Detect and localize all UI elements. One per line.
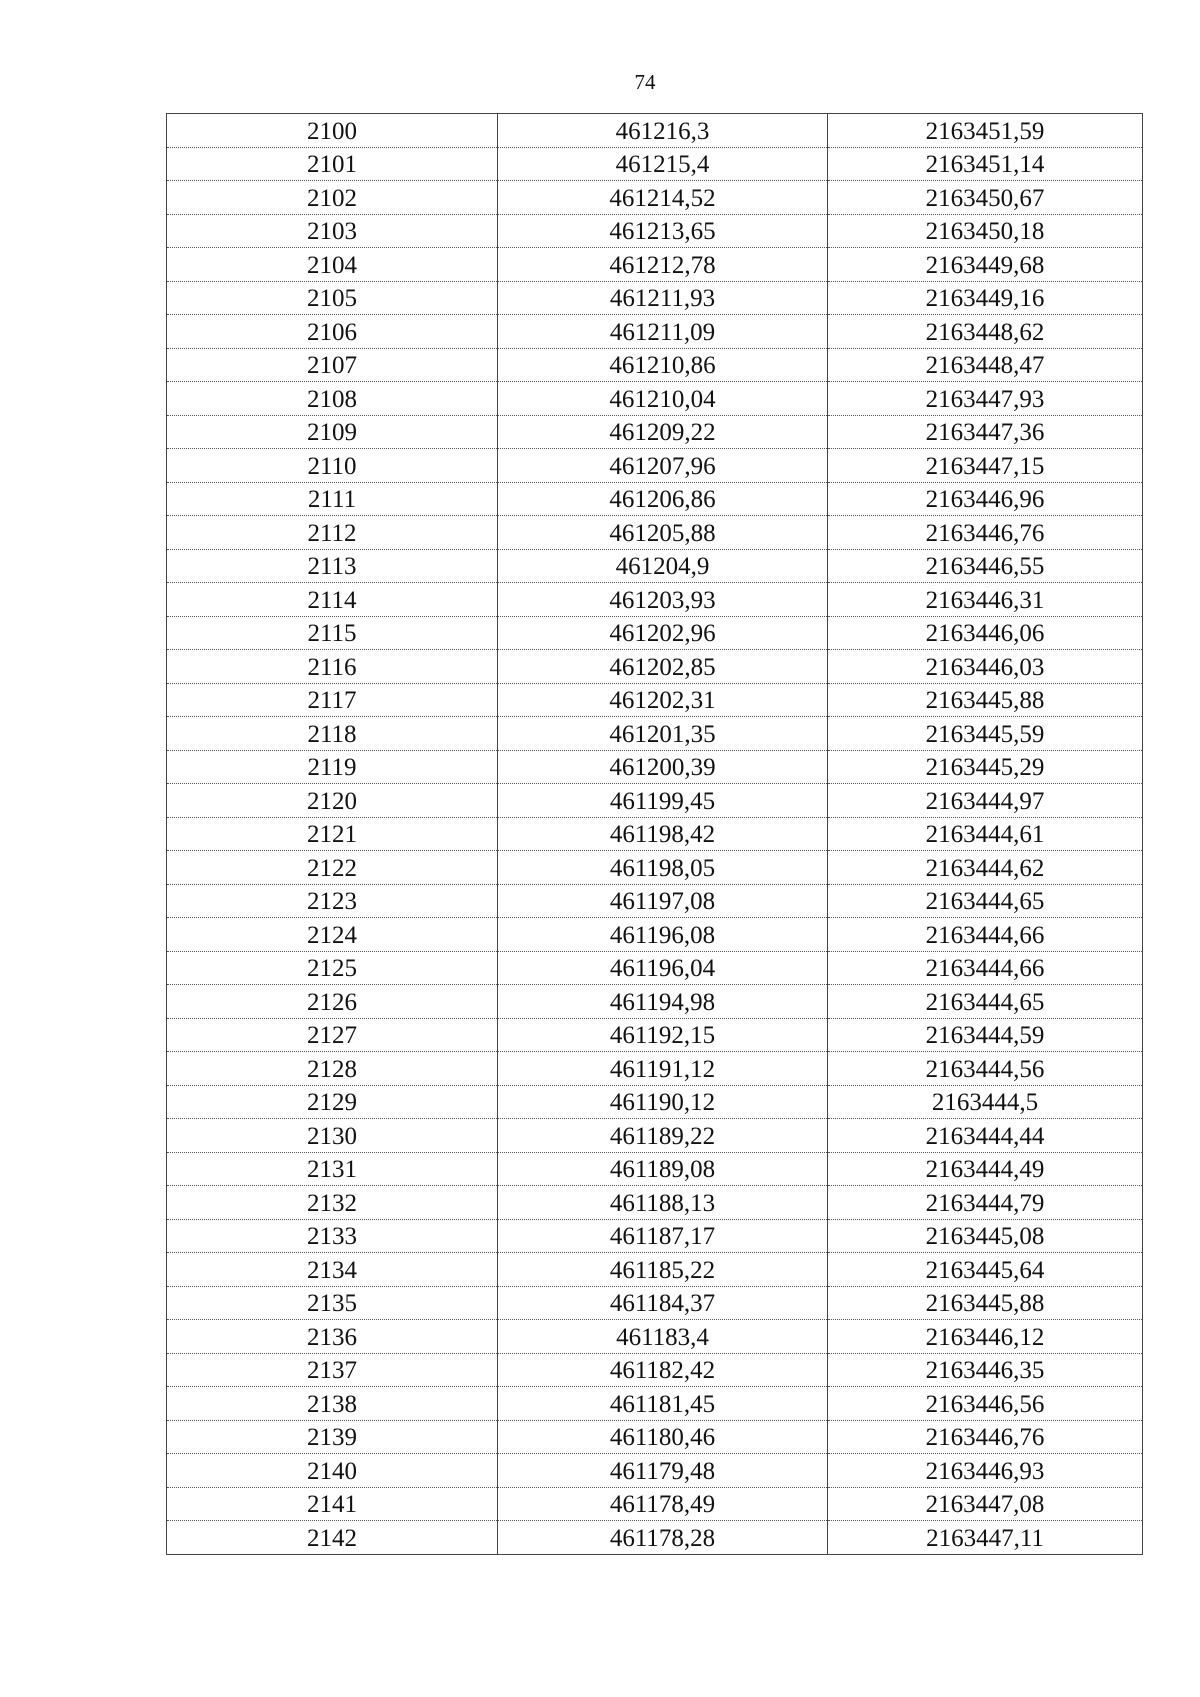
table-row: [167, 784, 1143, 818]
x-coordinate-cell: 461189,22: [498, 1119, 828, 1153]
y-coordinate-cell: 2163447,11: [828, 1521, 1143, 1555]
page-number: 74: [634, 70, 656, 94]
table-row: [167, 1420, 1143, 1454]
table-row: [167, 147, 1143, 181]
x-coordinate-cell: 461200,39: [498, 750, 828, 784]
x-coordinate-cell: 461207,96: [498, 449, 828, 483]
table-row: [167, 1487, 1143, 1521]
point-number-cell: 2129: [167, 1085, 498, 1119]
point-number-cell: 2103: [167, 214, 498, 248]
point-number-cell: 2106: [167, 315, 498, 349]
y-coordinate-cell: 2163446,76: [828, 516, 1143, 550]
point-number-cell: 2116: [167, 650, 498, 684]
y-coordinate-cell: 2163444,59: [828, 1018, 1143, 1052]
x-coordinate-cell: 461215,4: [498, 147, 828, 181]
y-coordinate-cell: 2163446,55: [828, 549, 1143, 583]
y-coordinate-cell: 2163444,61: [828, 817, 1143, 851]
point-number-cell: 2114: [167, 583, 498, 617]
point-number-cell: 2131: [167, 1152, 498, 1186]
x-coordinate-cell: 461211,09: [498, 315, 828, 349]
table-row: [167, 348, 1143, 382]
table-row: [167, 214, 1143, 248]
y-coordinate-cell: 2163447,08: [828, 1487, 1143, 1521]
table-row: [167, 281, 1143, 315]
x-coordinate-cell: 461178,28: [498, 1521, 828, 1555]
point-number-cell: 2113: [167, 549, 498, 583]
x-coordinate-cell: 461211,93: [498, 281, 828, 315]
point-number-cell: 2130: [167, 1119, 498, 1153]
table-row: [167, 717, 1143, 751]
y-coordinate-cell: 2163444,65: [828, 985, 1143, 1019]
x-coordinate-cell: 461182,42: [498, 1353, 828, 1387]
y-coordinate-cell: 2163444,44: [828, 1119, 1143, 1153]
x-coordinate-cell: 461184,37: [498, 1286, 828, 1320]
table-row: [167, 1186, 1143, 1220]
x-coordinate-cell: 461202,85: [498, 650, 828, 684]
x-coordinate-cell: 461214,52: [498, 181, 828, 215]
point-number-cell: 2115: [167, 616, 498, 650]
x-coordinate-cell: 461181,45: [498, 1387, 828, 1421]
point-number-cell: 2117: [167, 683, 498, 717]
table-row: [167, 1085, 1143, 1119]
y-coordinate-cell: 2163446,06: [828, 616, 1143, 650]
x-coordinate-cell: 461194,98: [498, 985, 828, 1019]
table-row: [167, 985, 1143, 1019]
x-coordinate-cell: 461183,4: [498, 1320, 828, 1354]
point-number-cell: 2139: [167, 1420, 498, 1454]
x-coordinate-cell: 461178,49: [498, 1487, 828, 1521]
point-number-cell: 2135: [167, 1286, 498, 1320]
x-coordinate-cell: 461210,04: [498, 382, 828, 416]
table-row: [167, 583, 1143, 617]
table-row: [167, 114, 1143, 148]
x-coordinate-cell: 461202,31: [498, 683, 828, 717]
x-coordinate-cell: 461204,9: [498, 549, 828, 583]
table-row: [167, 382, 1143, 416]
table-row: [167, 315, 1143, 349]
table-row: [167, 516, 1143, 550]
x-coordinate-cell: 461196,08: [498, 918, 828, 952]
point-number-cell: 2105: [167, 281, 498, 315]
table-row: [167, 1152, 1143, 1186]
x-coordinate-cell: 461198,42: [498, 817, 828, 851]
y-coordinate-cell: 2163444,49: [828, 1152, 1143, 1186]
x-coordinate-cell: 461213,65: [498, 214, 828, 248]
x-coordinate-cell: 461179,48: [498, 1454, 828, 1488]
y-coordinate-cell: 2163450,18: [828, 214, 1143, 248]
point-number-cell: 2127: [167, 1018, 498, 1052]
y-coordinate-cell: 2163444,66: [828, 951, 1143, 985]
point-number-cell: 2133: [167, 1219, 498, 1253]
y-coordinate-cell: 2163445,88: [828, 683, 1143, 717]
point-number-cell: 2109: [167, 415, 498, 449]
table-row: [167, 1454, 1143, 1488]
point-number-cell: 2138: [167, 1387, 498, 1421]
point-number-cell: 2128: [167, 1052, 498, 1086]
point-number-cell: 2119: [167, 750, 498, 784]
y-coordinate-cell: 2163445,64: [828, 1253, 1143, 1287]
x-coordinate-cell: 461206,86: [498, 482, 828, 516]
table-row: [167, 884, 1143, 918]
point-number-cell: 2112: [167, 516, 498, 550]
y-coordinate-cell: 2163447,15: [828, 449, 1143, 483]
y-coordinate-cell: 2163447,36: [828, 415, 1143, 449]
point-number-cell: 2121: [167, 817, 498, 851]
x-coordinate-cell: 461205,88: [498, 516, 828, 550]
y-coordinate-cell: 2163446,56: [828, 1387, 1143, 1421]
y-coordinate-cell: 2163446,12: [828, 1320, 1143, 1354]
table-row: [167, 1052, 1143, 1086]
table-row: [167, 1286, 1143, 1320]
point-number-cell: 2134: [167, 1253, 498, 1287]
x-coordinate-cell: 461203,93: [498, 583, 828, 617]
table-row: [167, 951, 1143, 985]
x-coordinate-cell: 461201,35: [498, 717, 828, 751]
y-coordinate-cell: 2163445,88: [828, 1286, 1143, 1320]
point-number-cell: 2110: [167, 449, 498, 483]
table-row: [167, 181, 1143, 215]
table-row: [167, 1387, 1143, 1421]
table-row: [167, 248, 1143, 282]
table-row: [167, 549, 1143, 583]
point-number-cell: 2125: [167, 951, 498, 985]
x-coordinate-cell: 461216,3: [498, 114, 828, 148]
table-row: [167, 918, 1143, 952]
coordinates-table-body: [167, 114, 1143, 1555]
table-row: [167, 650, 1143, 684]
x-coordinate-cell: 461198,05: [498, 851, 828, 885]
table-row: [167, 1119, 1143, 1153]
point-number-cell: 2108: [167, 382, 498, 416]
point-number-cell: 2137: [167, 1353, 498, 1387]
y-coordinate-cell: 2163446,35: [828, 1353, 1143, 1387]
y-coordinate-cell: 2163446,76: [828, 1420, 1143, 1454]
point-number-cell: 2122: [167, 851, 498, 885]
x-coordinate-cell: 461202,96: [498, 616, 828, 650]
x-coordinate-cell: 461199,45: [498, 784, 828, 818]
x-coordinate-cell: 461196,04: [498, 951, 828, 985]
point-number-cell: 2136: [167, 1320, 498, 1354]
point-number-cell: 2140: [167, 1454, 498, 1488]
x-coordinate-cell: 461190,12: [498, 1085, 828, 1119]
y-coordinate-cell: 2163444,56: [828, 1052, 1143, 1086]
y-coordinate-cell: 2163449,16: [828, 281, 1143, 315]
point-number-cell: 2102: [167, 181, 498, 215]
table-row: [167, 1253, 1143, 1287]
y-coordinate-cell: 2163448,62: [828, 315, 1143, 349]
y-coordinate-cell: 2163444,97: [828, 784, 1143, 818]
y-coordinate-cell: 2163449,68: [828, 248, 1143, 282]
y-coordinate-cell: 2163446,96: [828, 482, 1143, 516]
y-coordinate-cell: 2163445,08: [828, 1219, 1143, 1253]
y-coordinate-cell: 2163444,62: [828, 851, 1143, 885]
x-coordinate-cell: 461188,13: [498, 1186, 828, 1220]
y-coordinate-cell: 2163444,65: [828, 884, 1143, 918]
table-row: [167, 750, 1143, 784]
x-coordinate-cell: 461185,22: [498, 1253, 828, 1287]
table-row: [167, 1320, 1143, 1354]
point-number-cell: 2132: [167, 1186, 498, 1220]
y-coordinate-cell: 2163444,66: [828, 918, 1143, 952]
y-coordinate-cell: 2163450,67: [828, 181, 1143, 215]
table-row: [167, 616, 1143, 650]
point-number-cell: 2141: [167, 1487, 498, 1521]
table-row: [167, 683, 1143, 717]
y-coordinate-cell: 2163447,93: [828, 382, 1143, 416]
x-coordinate-cell: 461189,08: [498, 1152, 828, 1186]
x-coordinate-cell: 461187,17: [498, 1219, 828, 1253]
point-number-cell: 2126: [167, 985, 498, 1019]
y-coordinate-cell: 2163451,59: [828, 114, 1143, 148]
table-row: [167, 449, 1143, 483]
x-coordinate-cell: 461212,78: [498, 248, 828, 282]
table-row: [167, 415, 1143, 449]
point-number-cell: 2120: [167, 784, 498, 818]
y-coordinate-cell: 2163444,5: [828, 1085, 1143, 1119]
y-coordinate-cell: 2163448,47: [828, 348, 1143, 382]
x-coordinate-cell: 461192,15: [498, 1018, 828, 1052]
point-number-cell: 2124: [167, 918, 498, 952]
table-row: [167, 1521, 1143, 1555]
x-coordinate-cell: 461180,46: [498, 1420, 828, 1454]
x-coordinate-cell: 461191,12: [498, 1052, 828, 1086]
table-row: [167, 1219, 1143, 1253]
point-number-cell: 2104: [167, 248, 498, 282]
x-coordinate-cell: 461209,22: [498, 415, 828, 449]
coordinates-table: [166, 113, 1143, 1555]
y-coordinate-cell: 2163446,31: [828, 583, 1143, 617]
x-coordinate-cell: 461197,08: [498, 884, 828, 918]
table-row: [167, 1018, 1143, 1052]
y-coordinate-cell: 2163445,29: [828, 750, 1143, 784]
point-number-cell: 2142: [167, 1521, 498, 1555]
y-coordinate-cell: 2163446,03: [828, 650, 1143, 684]
point-number-cell: 2123: [167, 884, 498, 918]
point-number-cell: 2107: [167, 348, 498, 382]
table-row: [167, 482, 1143, 516]
table-row: [167, 851, 1143, 885]
y-coordinate-cell: 2163444,79: [828, 1186, 1143, 1220]
y-coordinate-cell: 2163446,93: [828, 1454, 1143, 1488]
table-row: [167, 1353, 1143, 1387]
y-coordinate-cell: 2163445,59: [828, 717, 1143, 751]
point-number-cell: 2111: [167, 482, 498, 516]
point-number-cell: 2100: [167, 114, 498, 148]
point-number-cell: 2101: [167, 147, 498, 181]
x-coordinate-cell: 461210,86: [498, 348, 828, 382]
point-number-cell: 2118: [167, 717, 498, 751]
y-coordinate-cell: 2163451,14: [828, 147, 1143, 181]
table-row: [167, 817, 1143, 851]
